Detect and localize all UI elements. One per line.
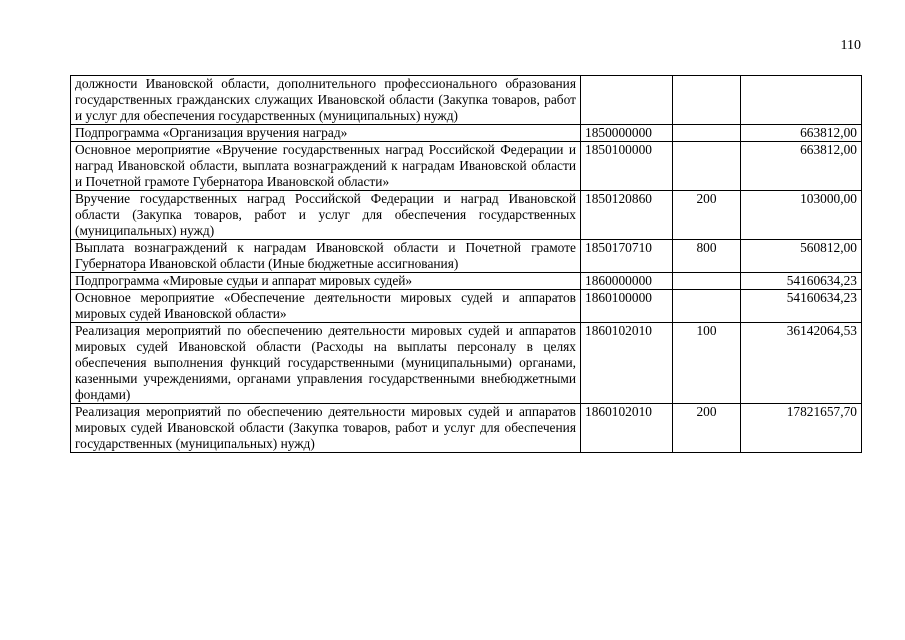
row-code	[581, 76, 673, 125]
row-amount: 36142064,53	[741, 323, 862, 404]
row-expense-type: 100	[673, 323, 741, 404]
row-name: Подпрограмма «Мировые судьи и аппарат мировых судей»	[71, 273, 581, 290]
row-code: 1850100000	[581, 142, 673, 191]
row-expense-type: 200	[673, 191, 741, 240]
row-name: Основное мероприятие «Обеспечение деятельности мировых судей и аппаратов мировых судей Ивановской области»	[71, 290, 581, 323]
row-amount	[741, 76, 862, 125]
row-code: 1850170710	[581, 240, 673, 273]
table-row	[71, 323, 862, 404]
row-amount: 103000,00	[741, 191, 862, 240]
row-amount: 54160634,23	[741, 290, 862, 323]
row-amount: 560812,00	[741, 240, 862, 273]
page-number: 110	[840, 38, 861, 53]
table-row	[71, 240, 862, 273]
row-name: Подпрограмма «Организация вручения наград»	[71, 125, 581, 142]
row-name: Вручение государственных наград Российской Федерации и наград Ивановской области (Закупка товаров, работ и услуг для обеспечения государственных (муниципальных) нужд)	[71, 191, 581, 240]
row-code: 1860102010	[581, 404, 673, 453]
row-amount: 54160634,23	[741, 273, 862, 290]
row-expense-type	[673, 76, 741, 125]
row-expense-type	[673, 142, 741, 191]
row-amount: 17821657,70	[741, 404, 862, 453]
budget-table	[70, 75, 862, 453]
row-amount: 663812,00	[741, 125, 862, 142]
row-code: 1860000000	[581, 273, 673, 290]
table-row	[71, 142, 862, 191]
row-expense-type: 800	[673, 240, 741, 273]
table-row	[71, 290, 862, 323]
row-name: Основное мероприятие «Вручение государственных наград Российской Федерации и наград Ивановской области, выплата вознаграждений к наградам Ивановской области и Почетной грамоте Губернатора Ивановской области»	[71, 142, 581, 191]
row-name: Реализация мероприятий по обеспечению деятельности мировых судей и аппаратов мировых судей Ивановской области (Расходы на выплаты персоналу в целях обеспечения выполнения функций государственными (муниципальными) органами, казенными учреждениями, органами управления государственными внебюджетными фондами)	[71, 323, 581, 404]
row-code: 1860102010	[581, 323, 673, 404]
table-row	[71, 76, 862, 125]
row-expense-type	[673, 273, 741, 290]
row-expense-type: 200	[673, 404, 741, 453]
row-name: Реализация мероприятий по обеспечению деятельности мировых судей и аппаратов мировых судей Ивановской области (Закупка товаров, работ и услуг для обеспечения государственных (муниципальных) нужд)	[71, 404, 581, 453]
row-expense-type	[673, 290, 741, 323]
row-amount: 663812,00	[741, 142, 862, 191]
table-row	[71, 404, 862, 453]
table-row	[71, 191, 862, 240]
row-name: Выплата вознаграждений к наградам Ивановской области и Почетной грамоте Губернатора Ивановской области (Иные бюджетные ассигнования)	[71, 240, 581, 273]
row-name: должности Ивановской области, дополнительного профессионального образования государственных гражданских служащих Ивановской области (Закупка товаров, работ и услуг для обеспечения государственных (муниципальных) нужд)	[71, 76, 581, 125]
row-code: 1860100000	[581, 290, 673, 323]
row-code: 1850000000	[581, 125, 673, 142]
table-row	[71, 273, 862, 290]
row-code: 1850120860	[581, 191, 673, 240]
row-expense-type	[673, 125, 741, 142]
table-row	[71, 125, 862, 142]
